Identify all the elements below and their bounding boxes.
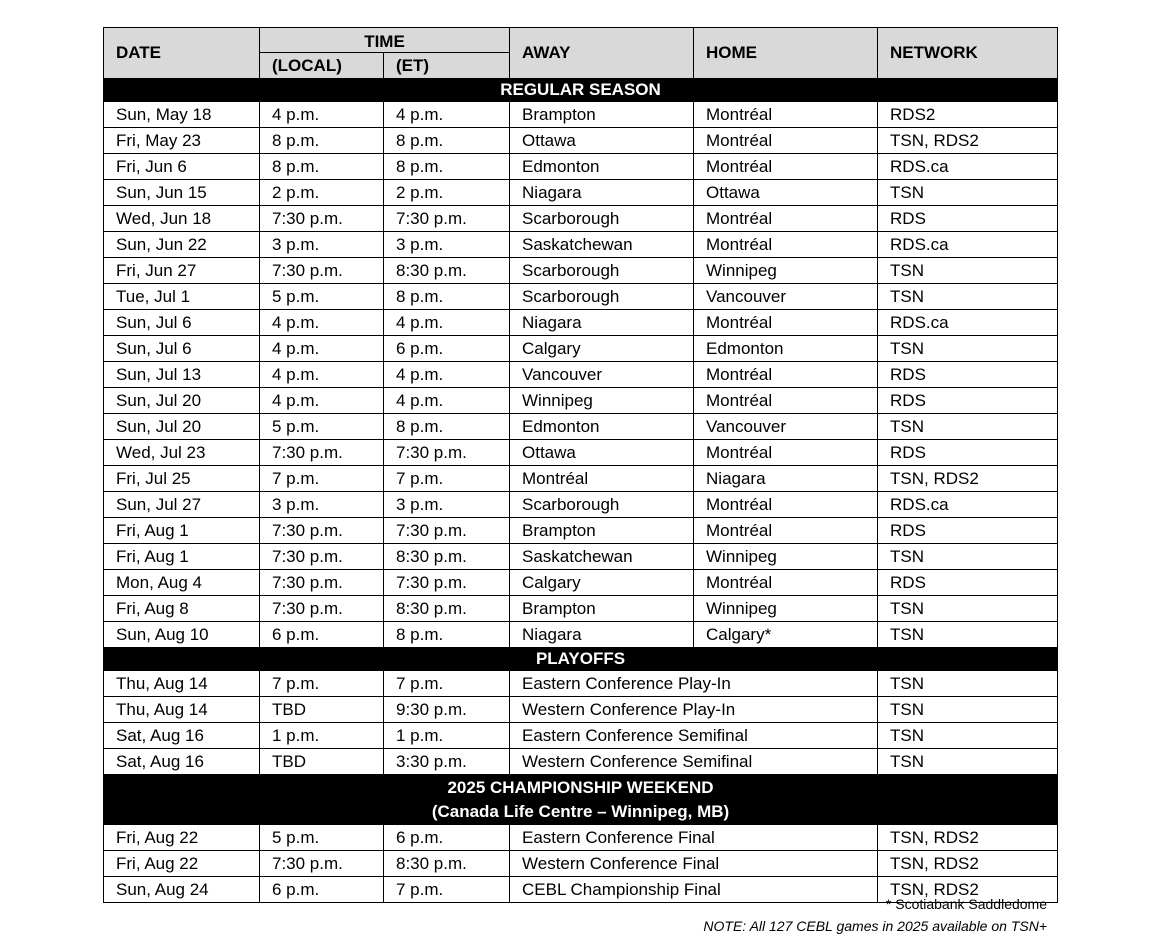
championship-venue: (Canada Life Centre – Winnipeg, MB): [431, 801, 730, 821]
section-title: REGULAR SEASON: [104, 79, 1058, 102]
game-time-et: 4 p.m.: [384, 310, 510, 336]
game-away-team: Niagara: [510, 310, 694, 336]
game-date: Fri, Aug 1: [104, 544, 260, 570]
table-row: [104, 336, 1058, 362]
game-date: Fri, Aug 8: [104, 596, 260, 622]
game-home-team: Calgary*: [694, 622, 878, 648]
header-time: TIME: [260, 28, 510, 53]
game-home-team: Montréal: [694, 362, 878, 388]
game-away-team: Brampton: [510, 102, 694, 128]
table-row: [104, 466, 1058, 492]
game-network: TSN: [878, 596, 1058, 622]
game-time-local: 5 p.m.: [260, 825, 384, 851]
game-date: Thu, Aug 14: [104, 671, 260, 697]
game-network: TSN: [878, 723, 1058, 749]
game-home-team: Montréal: [694, 388, 878, 414]
game-away-team: Niagara: [510, 622, 694, 648]
game-network: RDS: [878, 440, 1058, 466]
game-time-et: 3 p.m.: [384, 492, 510, 518]
game-home-team: Montréal: [694, 128, 878, 154]
championship-title: 2025 CHAMPIONSHIP WEEKEND: [447, 777, 714, 797]
table-row: [104, 362, 1058, 388]
game-network: RDS: [878, 206, 1058, 232]
game-network: TSN, RDS2: [878, 466, 1058, 492]
game-time-local: 7:30 p.m.: [260, 258, 384, 284]
table-row: [104, 284, 1058, 310]
game-network: TSN: [878, 284, 1058, 310]
game-time-local: 6 p.m.: [260, 622, 384, 648]
game-date: Fri, May 23: [104, 128, 260, 154]
game-time-local: TBD: [260, 697, 384, 723]
game-time-local: 4 p.m.: [260, 362, 384, 388]
game-time-et: 8:30 p.m.: [384, 596, 510, 622]
table-row: [104, 851, 1058, 877]
game-time-et: 4 p.m.: [384, 102, 510, 128]
game-date: Wed, Jul 23: [104, 440, 260, 466]
game-date: Sun, Jul 20: [104, 388, 260, 414]
table-header: [104, 28, 1058, 79]
game-date: Fri, Aug 1: [104, 518, 260, 544]
game-time-et: 9:30 p.m.: [384, 697, 510, 723]
game-home-team: Vancouver: [694, 284, 878, 310]
game-away-team: Vancouver: [510, 362, 694, 388]
game-network: TSN: [878, 414, 1058, 440]
game-time-local: 7:30 p.m.: [260, 544, 384, 570]
header-home: HOME: [694, 28, 878, 79]
section-title: [104, 775, 1058, 825]
game-date: Sun, Jul 6: [104, 310, 260, 336]
table-row: [104, 492, 1058, 518]
game-date: Sun, May 18: [104, 102, 260, 128]
game-date: Thu, Aug 14: [104, 697, 260, 723]
game-time-local: 4 p.m.: [260, 336, 384, 362]
game-time-et: 8:30 p.m.: [384, 544, 510, 570]
game-time-local: 4 p.m.: [260, 310, 384, 336]
game-time-local: 7:30 p.m.: [260, 596, 384, 622]
game-time-et: 7:30 p.m.: [384, 518, 510, 544]
game-date: Fri, Aug 22: [104, 851, 260, 877]
game-time-et: 6 p.m.: [384, 825, 510, 851]
table-row: [104, 518, 1058, 544]
table-row: [104, 544, 1058, 570]
game-date: Sun, Jul 27: [104, 492, 260, 518]
table-row: [104, 596, 1058, 622]
game-time-et: 3 p.m.: [384, 232, 510, 258]
game-home-team: Montréal: [694, 206, 878, 232]
game-date: Sat, Aug 16: [104, 723, 260, 749]
game-away-team: Edmonton: [510, 154, 694, 180]
section-championship: [104, 775, 1058, 825]
header-away: AWAY: [510, 28, 694, 79]
game-matchup: Eastern Conference Play-In: [510, 671, 878, 697]
game-date: Tue, Jul 1: [104, 284, 260, 310]
game-time-et: 7:30 p.m.: [384, 570, 510, 596]
game-date: Sun, Aug 24: [104, 877, 260, 903]
game-network: RDS2: [878, 102, 1058, 128]
game-time-et: 7 p.m.: [384, 466, 510, 492]
game-time-et: 6 p.m.: [384, 336, 510, 362]
game-network: RDS.ca: [878, 310, 1058, 336]
table-body: [104, 79, 1058, 903]
game-time-et: 1 p.m.: [384, 723, 510, 749]
game-network: TSN: [878, 749, 1058, 775]
game-date: Sat, Aug 16: [104, 749, 260, 775]
game-time-local: 8 p.m.: [260, 128, 384, 154]
table-row: [104, 128, 1058, 154]
game-time-et: 3:30 p.m.: [384, 749, 510, 775]
game-home-team: Montréal: [694, 518, 878, 544]
game-home-team: Montréal: [694, 492, 878, 518]
table-row: [104, 154, 1058, 180]
game-away-team: Ottawa: [510, 440, 694, 466]
game-away-team: Calgary: [510, 570, 694, 596]
game-time-local: 4 p.m.: [260, 102, 384, 128]
game-time-local: 6 p.m.: [260, 877, 384, 903]
table-row: [104, 206, 1058, 232]
game-time-et: 8 p.m.: [384, 154, 510, 180]
game-time-et: 4 p.m.: [384, 388, 510, 414]
table-row: [104, 310, 1058, 336]
table-row: [104, 671, 1058, 697]
game-home-team: Montréal: [694, 440, 878, 466]
table-row: [104, 440, 1058, 466]
game-time-local: 7:30 p.m.: [260, 851, 384, 877]
game-matchup: Eastern Conference Final: [510, 825, 878, 851]
game-away-team: Montréal: [510, 466, 694, 492]
game-time-local: 7:30 p.m.: [260, 440, 384, 466]
game-date: Wed, Jun 18: [104, 206, 260, 232]
game-matchup: CEBL Championship Final: [510, 877, 878, 903]
game-date: Fri, Aug 22: [104, 825, 260, 851]
game-time-local: 7:30 p.m.: [260, 518, 384, 544]
game-away-team: Ottawa: [510, 128, 694, 154]
schedule-table: [103, 27, 1058, 903]
game-date: Fri, Jul 25: [104, 466, 260, 492]
game-away-team: Brampton: [510, 596, 694, 622]
game-network: RDS.ca: [878, 154, 1058, 180]
section-playoffs: [104, 648, 1058, 671]
section-title: PLAYOFFS: [104, 648, 1058, 671]
game-date: Sun, Jun 15: [104, 180, 260, 206]
game-network: RDS: [878, 518, 1058, 544]
game-time-local: 7:30 p.m.: [260, 206, 384, 232]
game-network: TSN: [878, 544, 1058, 570]
game-time-local: 1 p.m.: [260, 723, 384, 749]
game-network: TSN, RDS2: [878, 128, 1058, 154]
game-network: RDS.ca: [878, 492, 1058, 518]
game-time-et: 2 p.m.: [384, 180, 510, 206]
game-network: TSN, RDS2: [878, 877, 1058, 903]
table-row: [104, 414, 1058, 440]
game-time-local: 7 p.m.: [260, 671, 384, 697]
game-network: TSN: [878, 671, 1058, 697]
game-away-team: Scarborough: [510, 258, 694, 284]
table-row: [104, 622, 1058, 648]
game-away-team: Scarborough: [510, 206, 694, 232]
game-time-et: 7:30 p.m.: [384, 440, 510, 466]
game-time-local: 3 p.m.: [260, 232, 384, 258]
header-date: DATE: [104, 28, 260, 79]
game-away-team: Saskatchewan: [510, 232, 694, 258]
table-row: [104, 697, 1058, 723]
table-row: [104, 749, 1058, 775]
game-date: Sun, Jul 13: [104, 362, 260, 388]
section-regular-season: [104, 79, 1058, 102]
game-time-local: 7:30 p.m.: [260, 570, 384, 596]
game-away-team: Scarborough: [510, 284, 694, 310]
table-row: [104, 570, 1058, 596]
game-time-local: 5 p.m.: [260, 414, 384, 440]
header-time-et: (ET): [384, 53, 510, 79]
table-row: [104, 232, 1058, 258]
game-date: Sun, Jul 6: [104, 336, 260, 362]
footnotes: [703, 893, 1047, 937]
header-network: NETWORK: [878, 28, 1058, 79]
table-row: [104, 102, 1058, 128]
game-network: TSN: [878, 697, 1058, 723]
game-time-et: 8:30 p.m.: [384, 851, 510, 877]
game-date: Sun, Jun 22: [104, 232, 260, 258]
game-time-local: 8 p.m.: [260, 154, 384, 180]
game-home-team: Edmonton: [694, 336, 878, 362]
game-time-local: 5 p.m.: [260, 284, 384, 310]
game-home-team: Winnipeg: [694, 258, 878, 284]
game-away-team: Niagara: [510, 180, 694, 206]
header-time-local: (LOCAL): [260, 53, 384, 79]
game-time-et: 7 p.m.: [384, 877, 510, 903]
game-matchup: Western Conference Semifinal: [510, 749, 878, 775]
game-date: Mon, Aug 4: [104, 570, 260, 596]
game-time-et: 8:30 p.m.: [384, 258, 510, 284]
game-away-team: Calgary: [510, 336, 694, 362]
game-time-et: 7:30 p.m.: [384, 206, 510, 232]
game-date: Sun, Jul 20: [104, 414, 260, 440]
game-network: RDS.ca: [878, 232, 1058, 258]
game-time-et: 8 p.m.: [384, 284, 510, 310]
game-home-team: Winnipeg: [694, 596, 878, 622]
game-home-team: Montréal: [694, 570, 878, 596]
game-network: TSN: [878, 258, 1058, 284]
game-time-local: TBD: [260, 749, 384, 775]
game-time-et: 8 p.m.: [384, 622, 510, 648]
game-time-et: 7 p.m.: [384, 671, 510, 697]
game-home-team: Winnipeg: [694, 544, 878, 570]
game-home-team: Vancouver: [694, 414, 878, 440]
game-network: RDS: [878, 388, 1058, 414]
game-network: TSN: [878, 180, 1058, 206]
game-home-team: Montréal: [694, 232, 878, 258]
game-away-team: Brampton: [510, 518, 694, 544]
game-away-team: Winnipeg: [510, 388, 694, 414]
game-network: TSN, RDS2: [878, 851, 1058, 877]
game-time-local: 4 p.m.: [260, 388, 384, 414]
game-network: RDS: [878, 362, 1058, 388]
game-date: Fri, Jun 6: [104, 154, 260, 180]
game-time-local: 2 p.m.: [260, 180, 384, 206]
game-time-local: 7 p.m.: [260, 466, 384, 492]
game-date: Sun, Aug 10: [104, 622, 260, 648]
tsn-plus-note: NOTE: All 127 CEBL games in 2025 available on TSN+: [703, 918, 1047, 934]
game-away-team: Edmonton: [510, 414, 694, 440]
table-row: [104, 825, 1058, 851]
game-matchup: Eastern Conference Semifinal: [510, 723, 878, 749]
game-network: TSN: [878, 336, 1058, 362]
game-network: RDS: [878, 570, 1058, 596]
game-home-team: Montréal: [694, 154, 878, 180]
table-row: [104, 258, 1058, 284]
game-home-team: Niagara: [694, 466, 878, 492]
game-away-team: Scarborough: [510, 492, 694, 518]
game-time-local: 3 p.m.: [260, 492, 384, 518]
game-home-team: Ottawa: [694, 180, 878, 206]
venue-footnote: * Scotiabank Saddledome: [885, 896, 1047, 912]
game-network: TSN, RDS2: [878, 825, 1058, 851]
game-time-et: 4 p.m.: [384, 362, 510, 388]
game-time-et: 8 p.m.: [384, 128, 510, 154]
game-away-team: Saskatchewan: [510, 544, 694, 570]
game-matchup: Western Conference Play-In: [510, 697, 878, 723]
table-row: [104, 388, 1058, 414]
game-home-team: Montréal: [694, 102, 878, 128]
game-home-team: Montréal: [694, 310, 878, 336]
game-network: TSN: [878, 622, 1058, 648]
game-date: Fri, Jun 27: [104, 258, 260, 284]
table-row: [104, 723, 1058, 749]
table-row: [104, 180, 1058, 206]
game-matchup: Western Conference Final: [510, 851, 878, 877]
game-time-et: 8 p.m.: [384, 414, 510, 440]
